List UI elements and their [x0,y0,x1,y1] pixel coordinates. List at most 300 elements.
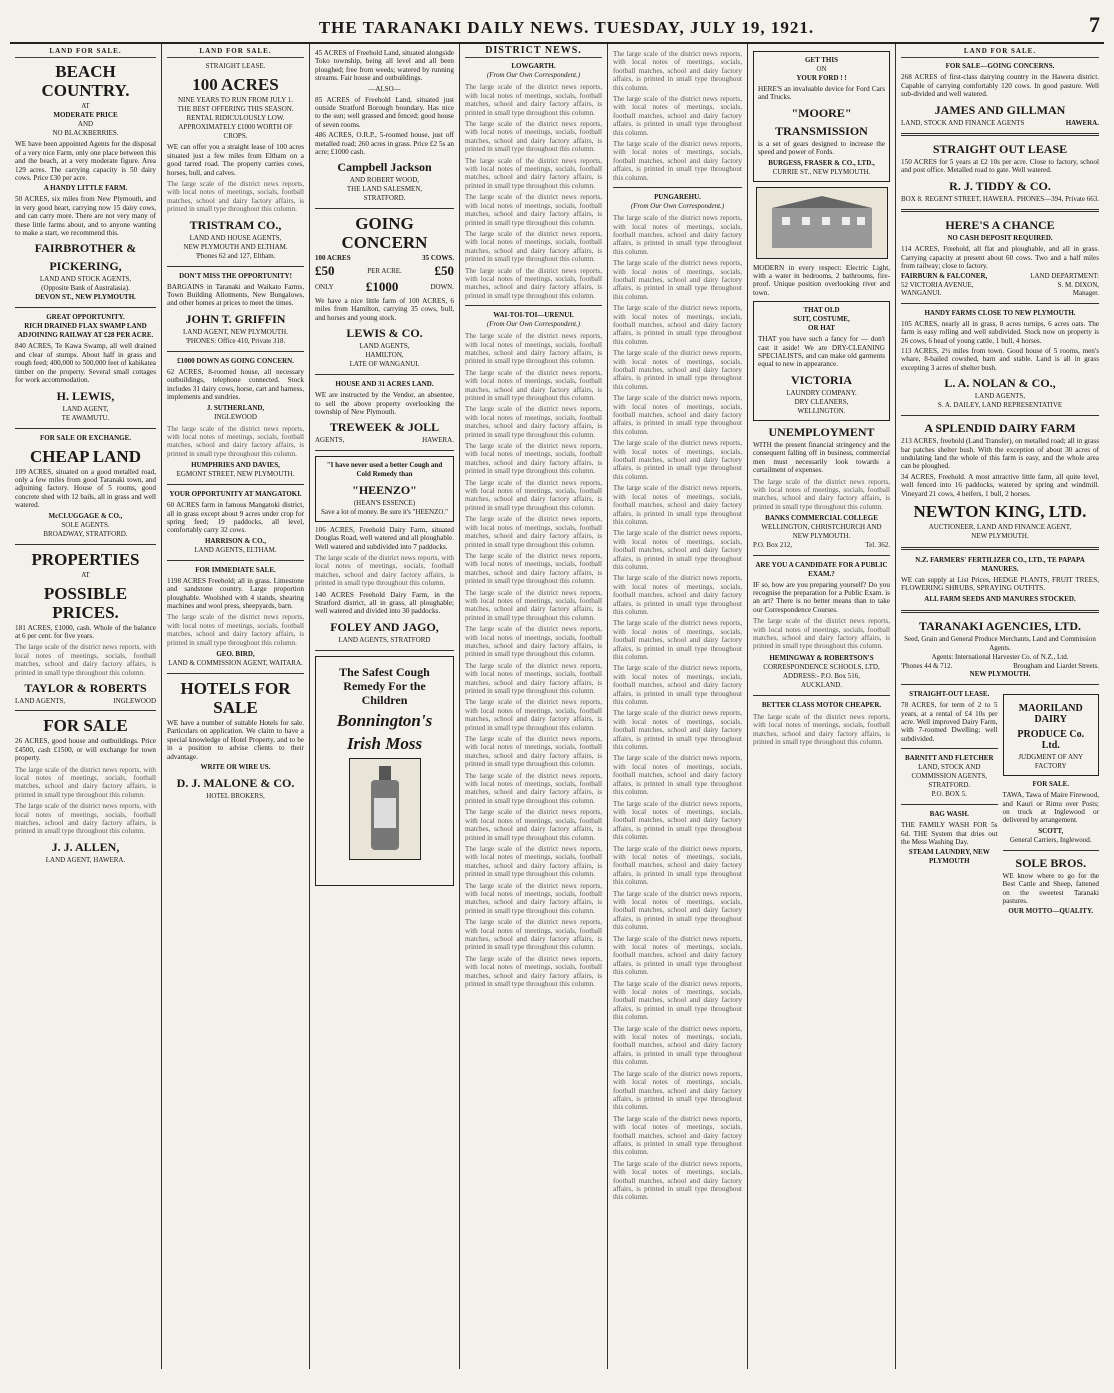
agent-detail: P.O. Box 212, [753,541,793,550]
masthead [10,10,1104,44]
agent-name: TAYLOR & ROBERTS [24,680,147,695]
ad-title: BAG WASH. [929,810,969,819]
agent-detail: NEW PLYMOUTH AND ELTHAM. [183,242,288,251]
ad-body: WE have a number of suitable Hotels for sale. Particulars on application. We claim to have a special knowledge of Hotel Property, and to be in a position to advise clients to their advantage. [167,719,304,761]
ad-body: 85 ACRES of Freehold Land, situated just outside Stratford Borough boundary. Has nice to the sun; well grassed and fenced; good house of seven rooms. [315,95,454,129]
agent-name: BARNITT AND FLETCHER [904,754,994,763]
ad-title: Irish Moss [346,733,423,753]
ad-subtitle: GET THIS [804,56,838,64]
news-text: The large scale of the district news reports, with local notes of meetings, socials, football matches, school and dairy factory affairs, is printed in small type throughout this column. [613,664,742,707]
ad-title: GOING CONCERN [341,214,428,253]
agent-detail: HAMILTON, [365,351,404,360]
agent-name: HUMPHRIES AND DAVIES, [191,461,280,470]
great-opportunity-ad [15,313,156,422]
column-4 [460,44,608,1369]
ad-subtitle: JUDGMENT OF ANY FACTORY [1018,753,1084,771]
agent-detail: HAWERA. [1065,118,1099,127]
ad-subtitle: AT [81,570,90,579]
agent-detail: AUCKLAND. [800,680,843,689]
masthead-title: THE TARANAKI DAILY NEWS. TUESDAY, JULY 19, 1921. [318,18,815,37]
ad-subtitle: NO BLACKBERRIES. [52,129,119,138]
section-heading: PUNGAREHU. [654,193,701,202]
agent-detail: AND ROBERT WOOD, [349,176,420,185]
agent-name: STEAM LAUNDRY, NEW PLYMOUTH [908,848,990,866]
news-text: The large scale of the district news reports, with local notes of meetings, socials, football matches, school and dairy factory affairs, is printed in small type throughout this column. [613,889,742,932]
ad-title: DON'T MISS THE OPPORTUNITY! [179,271,292,280]
agent-detail: LATE OF WANGANUI. [349,360,420,369]
ad-title: GREAT OPPORTUNITY. [46,313,125,322]
fertilizer-ad [901,556,1099,604]
filler-text: The large scale of the district news reports, with local notes of meetings, socials, football matches, school and dairy factory affairs, is printed in small type throughout this column. [315,553,454,588]
news-text: The large scale of the district news reports, with local notes of meetings, socials, football matches, school and dairy factory affairs, is printed in small type throughout this column. [465,844,602,879]
agent-name: L. A. NOLAN & CO., [944,376,1056,391]
column-5 [608,44,748,1369]
filler-text: The large scale of the district news reports, with local notes of meetings, socials, football matches, school and dairy factory affairs, is printed in small type throughout this column. [753,712,890,746]
hotels-ad [167,679,304,801]
ad-body: is a set of gears designed to increase the speed and power of Fords. [758,139,885,157]
agent-name: Campbell Jackson [337,160,432,175]
ad-subtitle: STRAIGHT LEASE. [205,62,266,71]
agent-detail: TE AWAMUTU. [61,413,110,422]
ad-subtitle: THE BEST OFFERING THIS SEASON. [177,105,294,114]
news-text: The large scale of the district news reports, with local notes of meetings, socials, football matches, school and dairy factory affairs, is printed in small type throughout this column. [465,193,602,227]
ad-body: 114 ACRES, Freehold, all flat and ploughable, and all in grass. Carrying capacity at present about 60 cows. Two and a half miles from railway; close to factory. [901,245,1099,271]
agent-name: H. LEWIS, [56,388,115,403]
ad-body: WE are instructed by the Vendor, an absentee, to sell the above property overlooking the township of New Plymouth. [315,391,454,416]
news-text: The large scale of the district news reports, with local notes of meetings, socials, football matches, school and dairy factory affairs, is printed in small type throughout this column. [465,698,602,732]
agent-detail: General Carriers, Inglewood. [1009,835,1092,844]
ad-body: IF so, how are you preparing yourself? Do you recognise the preparation for a Public Exam. is an art? There is no better means than to take our Correspondence Courses. [753,580,890,614]
going-concerns-ad [901,62,1099,127]
agent-name: J. J. ALLEN, [51,839,120,854]
ad-body: 26 ACRES, good house and outbuildings. Price £4500, cash £1500, or will exchange for town property. [15,737,156,763]
ad-body: 50 ACRES, six miles from New Plymouth, and in very good heart, carrying now 15 dairy cows, and can carry more. There are not very many of these little farms about, and to anyone wanting to make a start, we recommend this. [15,195,156,238]
ad-title: £1000 DOWN AS GOING CONCERN. [177,356,294,365]
immediate-sale-ad [167,566,304,668]
filler-text: The large scale of the district news reports, with local notes of meetings, socials, football matches, school and dairy factory affairs, is printed in small type throughout this column. [15,802,156,836]
ad-title: ARE YOU A CANDIDATE FOR A PUBLIC EXAM.? [755,560,888,578]
filler-text: The large scale of the district news reports, with local notes of meetings, socials, football matches, school and dairy factory affairs, is printed in small type throughout this column. [167,424,304,458]
agent-name: TRISTRAM CO., [189,217,282,232]
mangatoki-ad [167,490,304,555]
ad-body: 113 ACRES, 2½ miles from town. Good house of 5 rooms, men's whare, 8-bailed cowshed, barn and stable. Land is all in grass excepting 3 acres of shelter bush. [901,346,1099,372]
news-text: The large scale of the district news reports, with local notes of meetings, socials, football matches, school and dairy factory affairs, is printed in small type throughout this column. [465,735,602,769]
news-text: The large scale of the district news reports, with local notes of meetings, socials, football matches, school and dairy factory affairs, is printed in small type throughout this column. [465,478,602,512]
ad-title: UNEMPLOYMENT [768,424,875,439]
news-text: The large scale of the district news reports, with local notes of meetings, socials, football matches, school and dairy factory affairs, is printed in small type throughout this column. [465,332,602,366]
agent-detail: LAND AND HOUSE AGENTS, [189,233,282,242]
newspaper-page [10,10,1104,1373]
ad-figure: PER ACRE. [367,266,402,275]
ad-title: PRODUCE Co. Ltd. [1017,729,1085,752]
news-text: The large scale of the district news reports, with local notes of meetings, socials, football matches, school and dairy factory affairs, is printed in small type throughout this column. [613,304,742,346]
ad-subtitle: RICH DRAINED FLAX SWAMP LAND ADJOINING RAILWAY AT £28 PER ACRE. [17,322,154,340]
ad-body: 150 ACRES for 5 years at £2 10s per acre. Close to factory, school and post office. Metalled road to gate. Well watered. [901,158,1099,175]
filler-text: The large scale of the district news reports, with local notes of meetings, socials, football matches, school and dairy factory affairs, is printed in small type throughout this column. [15,643,156,677]
news-text: The large scale of the district news reports, with local notes of meetings, socials, football matches, school and dairy factory affairs, is printed in small type throughout this column. [613,529,742,571]
ad-title: 100 ACRES [192,75,279,95]
col2-header: LAND FOR SALE. [167,47,304,58]
column-7 [896,44,1104,1369]
agent-detail: 'Phones 44 & 712. [901,661,953,670]
agent-detail: AGENTS, [315,436,345,445]
house-ad [315,380,454,445]
ad-title: BEACH COUNTRY. [41,62,130,101]
agent-name: FAIRBURN & FALCONER, [901,272,988,281]
agent-detail: LAND DEPARTMENT: [1030,272,1099,281]
for-sale-ad [15,716,156,864]
ad-title: FOR IMMEDIATE SALE. [195,565,276,574]
ad-subtitle: Save a lot of money. Be sure it's "HEENZO." [320,507,449,516]
news-text: The large scale of the district news reports, with local notes of meetings, socials, football matches, school and dairy factory affairs, is printed in small type throughout this column. [465,551,602,586]
agent-detail: LAND AGENTS, ELTHAM. [194,545,277,554]
heres-a-chance-ad [901,218,1099,297]
news-text: The large scale of the district news reports, with local notes of meetings, socials, football matches, school and dairy factory affairs, is printed in small type throughout this column. [465,808,602,842]
ad-body: 45 ACRES of Freehold Land, situated alongside Toko township, being all level and all been ploughed; free from weeds; watered by running streams. Fair house and outbuildings. [315,49,454,83]
news-text: The large scale of the district news reports, with local notes of meetings, socials, football matches, school and dairy factory affairs, is printed in small type throughout this column. [613,934,742,977]
news-text: The large scale of the district news reports, with local notes of meetings, socials, football matches, school and dairy factory affairs, is printed in small type throughout this column. [465,954,602,988]
ad-figure: £50 [315,262,335,278]
building-illustration [756,187,888,259]
ad-subtitle: NO CASH DEPOSIT REQUIRED. [947,234,1053,243]
section-heading: WAI-TOI-TOI—URENUI. [493,311,574,320]
beach-country-ad [15,62,156,302]
col1-header: LAND FOR SALE. [15,47,156,58]
agent-name: NEWTON KING, LTD. [913,501,1087,521]
agent-detail: WANGANUI. [901,289,942,298]
column-2 [162,44,310,1369]
agent-detail: STRATFORD. [363,194,406,203]
news-text: The large scale of the district news reports, with local notes of meetings, socials, football matches, school and dairy factory affairs, is printed in small type throughout this column. [613,349,742,391]
going-concern-ad [167,357,304,479]
ad-title: POSSIBLE PRICES. [43,583,128,622]
filler-text: The large scale of the district news reports, with local notes of meetings, socials, football matches, school and dairy factory affairs, is printed in small type throughout this column. [753,617,890,651]
ad-body: HERE'S an invaluable device for Ford Cars and Trucks. [758,85,885,102]
ad-subtitle: WRITE OR WIRE US. [200,763,271,772]
agent-detail: LAND AND STOCK AGENTS, [39,275,132,284]
ad-body: WE can offer you a straight lease of 100 acres situated just a few miles from Eltham on a good tarred road. The property carries cows, horses, bull, and calves. [167,143,304,177]
news-text: The large scale of the district news reports, with local notes of meetings, socials, football matches, school and dairy factory affairs, is printed in small type throughout this column. [465,625,602,659]
ad-body: MODERN in every respect: Electric Light, with a water in bedrooms, 2 bathrooms, fire-proof. Unique position overlooking river and town. [753,263,890,297]
agent-detail: LAND AGENT, [62,404,109,413]
properties-ad [15,550,156,706]
taranaki-agencies-ad [901,619,1099,679]
agent-detail: Seed, Grain and General Produce Merchants, Land and Commission Agents. [904,634,1096,652]
agent-name: McCLUGGAGE & CO., [48,511,123,520]
ad-subtitle: AND [77,120,94,129]
agent-detail: DEVON ST., NEW PLYMOUTH. [35,293,136,302]
col7-header: LAND FOR SALE. [901,47,1099,58]
agent-detail: INGLEWOOD [214,412,257,421]
agent-detail: (Opposite Bank of Australasia). [41,284,130,293]
ad-title: N.Z. FARMERS' FERTILIZER CO., LTD., TE PAPAPA MANURES. [915,555,1085,573]
news-text: The large scale of the district news reports, with local notes of meetings, socials, football matches, school and dairy factory affairs, is printed in small type throughout this column. [613,709,742,752]
straight-lease-ad [167,62,304,260]
filler-text: The large scale of the district news reports, with local notes of meetings, socials, football matches, school and dairy factory affairs, is printed in small type throughout this column. [15,765,156,799]
agent-detail: LAND & COMMISSION AGENT, WAITARA. [168,659,303,667]
ad-subtitle: MODERATE PRICE [53,111,118,120]
agent-detail: PHONES—394, Private 663. [1016,194,1099,203]
news-text: The large scale of the district news reports, with local notes of meetings, socials, football matches, school and dairy factory affairs, is printed in small type throughout this column. [465,405,602,439]
agent-detail: CORRESPONDENCE SCHOOLS, LTD, [763,662,880,671]
agent-name: LEWIS & CO. [346,326,423,341]
agent-detail: SOLE AGENTS. [61,520,110,529]
agent-name: BURGESS, FRASER & CO., LTD., [768,158,875,167]
agent-name: FAIRBROTHER & [34,241,137,256]
ad-body: 840 ACRES, Te Kawa Swamp, all well drained and clear of stumps. About half in grass and rough feed; 400,000 to 500,000 feet of kahikatea timber on the property. Several small cottages for work accommodation. [15,342,156,385]
agent-detail: S. M. DIXON, [1057,280,1099,289]
news-text: The large scale of the district news reports, with local notes of meetings, socials, football matches, school and dairy factory affairs, is printed in small type throughout this column. [613,799,742,842]
ad-figure: 100 ACRES [315,254,351,263]
ad-title: TRANSMISSION [775,123,868,138]
news-text: The large scale of the district news reports, with local notes of meetings, socials, football matches, school and dairy factory affairs, is printed in small type throughout this column. [613,484,742,526]
agent-detail: P.O. BOX 5. [931,790,967,799]
ad-title: HOUSE AND 31 ACRES LAND. [335,380,434,389]
ad-title: A SPLENDID DAIRY FARM [924,421,1076,436]
agent-detail: WELLINGTON. [797,406,846,415]
agent-name: HEMINGWAY & ROBERTSON'S [769,653,874,662]
ad-body: 60 ACRES farm in famous Mangatoki district, all in grass except about 9 acres under crop for spring feed; 19 paddocks, all level, comfortably carry 32 cows. [167,501,304,535]
agent-detail: REGENT STREET, HAWERA. [924,194,1015,203]
ad-body: TAWA, Tawa of Maire Firewood, and Kauri or Rimu over Posts; on truck at Inglewood or delivered by arrangement. [1002,791,1099,825]
agent-detail: S. A. DAILEY, LAND REPRESENTATIVE [937,401,1063,410]
bottom-right-ads [1003,690,1100,916]
agent-name: SOLE BROS. [1015,855,1087,870]
ad-subtitle: NINE YEARS TO RUN FROM JULY 1. [177,96,293,105]
agent-detail: LAND AGENTS, [359,342,410,351]
news-text: The large scale of the district news reports, with local notes of meetings, socials, football matches, school and dairy factory affairs, is printed in small type throughout this column. [465,515,602,549]
column-3 [310,44,460,1369]
ad-body: 140 ACRES Freehold Dairy Farm, in the Stratford district, all in grass, all ploughable; well watered and divided into 30 paddocks. [315,590,454,616]
ad-subtitle: —ALSO— [368,84,401,93]
ad-title: HOTELS FOR SALE [180,679,291,717]
agent-detail: Brougham and Liardet Streets. [1013,661,1099,670]
columns [10,44,1104,1369]
agent-detail: LAND AGENTS, [15,696,66,705]
news-text: The large scale of the district news reports, with local notes of meetings, socials, football matches, school and dairy factory affairs, is printed in small type throughout this column. [613,394,742,436]
news-text: The large scale of the district news reports, with local notes of meetings, socials, football matches, school and dairy factory affairs, is printed in small type throughout this column. [613,140,742,182]
agent-detail: WELLINGTON, CHRISTCHURCH AND NEW PLYMOUTH. [761,523,882,541]
ad-title: "MOORE" [791,105,852,120]
ad-body: WE have been appointed Agents for the disposal of a very nice Farm, only one place between this and the beach, at a very moderate figure. Area 129 acres. The carrying capacity is 50 dairy cows. Price £30 per acre. [15,140,156,183]
bonningtons-ad [315,656,454,886]
agent-name: J. SUTHERLAND, [206,403,265,412]
news-text: The large scale of the district news reports, with local notes of meetings, socials, football matches, school and dairy factory affairs, is printed in small type throughout this column. [613,259,742,301]
ad-subtitle: FOR SALE OR EXCHANGE. [39,433,131,442]
agent-name: VICTORIA [790,372,853,387]
news-text: The large scale of the district news reports, with local notes of meetings, socials, football matches, school and dairy factory affairs, is printed in small type throughout this column. [613,1069,742,1112]
agent-detail: AUCTIONEER, LAND AND FINANCE AGENT, [928,522,1072,531]
news-text: The large scale of the district news reports, with local notes of meetings, socials, football matches, school and dairy factory affairs, is printed in small type throughout this column. [465,229,602,264]
agent-detail: NEW PLYMOUTH. [969,670,1031,679]
ad-subtitle: YOUR FORD ! ! [796,74,847,82]
news-text: The large scale of the district news reports, with local notes of meetings, socials, football matches, school and dairy factory affairs, is printed in small type throughout this column. [465,156,602,190]
ad-title: FOR SALE—GOING CONCERNS. [945,62,1055,71]
ad-body: 78 ACRES, for term of 2 to 5 years, at a rental of £4 10s per acre. Well improved Dairy Farm, with 7-roomed Dwelling; well subdivided. [901,701,998,743]
agent-detail: LAND, STOCK AND FINANCE AGENTS [901,118,1025,127]
ad-body: 181 ACRES, £1000, cash. Whole of the balance at 6 per cent. for five years. [15,623,156,640]
agent-detail: Agents: International Harvester Co. of N.Z., Ltd. [931,652,1069,661]
section-heading: LOWGARTH. [511,62,556,71]
ad-title: FOR SALE [43,716,128,736]
agent-name: PICKERING, [49,259,122,274]
ad-body: 1198 ACRES Freehold; all in grass. Limestone and sandstone country. Large proportion ploughable. Woolshed with 4 stands, shearing machines and wool press, sheepyards, barn. [167,576,304,610]
ad-subtitle: OUR MOTTO—QUALITY. [1008,907,1094,916]
ad-body: WE can supply at List Prices, HEDGE PLANTS, FRUIT TREES, FLOWERING SHRUBS, SPRAYING OUTFITS. [901,575,1099,593]
news-text: The large scale of the district news reports, with local notes of meetings, socials, football matches, school and dairy factory affairs, is printed in small type throughout this column. [465,771,602,805]
ad-body: We have a nice little farm of 100 ACRES, 6 miles from Hamilton, carrying 35 cows, bull, and horses and young stock. [315,296,454,322]
news-text: The large scale of the district news reports, with local notes of meetings, socials, football matches, school and dairy factory affairs, is printed in small type throughout this column. [613,1114,742,1157]
stratford-farms-ad [315,526,454,645]
news-text: The large scale of the district news reports, with local notes of meetings, socials, football matches, school and dairy factory affairs, is printed in small type throughout this column. [465,83,602,117]
ad-body: WE know where to go for the Best Cattle and Sheep, fattened on the sweetest Taranaki pastures. [1002,871,1099,906]
agent-detail: LAND AGENTS, STRATFORD [338,635,431,644]
ad-body: "I have never used a better Cough and Cold Remedy than [326,460,443,478]
agent-detail: CURRIE ST., NEW PLYMOUTH. [772,167,871,176]
news-text: The large scale of the district news reports, with local notes of meetings, socials, football matches, school and dairy factory affairs, is printed in small type throughout this column. [613,1024,742,1067]
news-text: The large scale of the district news reports, with local notes of meetings, socials, football matches, school and dairy factory affairs, is printed in small type throughout this column. [613,574,742,616]
agent-detail: THE LAND SALESMEN, [346,185,423,194]
news-text: The large scale of the district news reports, with local notes of meetings, socials, football matches, school and dairy factory affairs, is printed in small type throughout this column. [465,266,602,300]
news-text: The large scale of the district news reports, with local notes of meetings, socials, football matches, school and dairy factory affairs, is printed in small type throughout this column. [465,661,602,695]
agent-detail: DRY CLEANERS, [794,397,849,406]
ad-subtitle: AT [81,102,90,111]
ad-body: THAT you have such a fancy for — don't cast it aside! We are DRY-CLEANING SPECIALISTS, and can make old garments equal to new in appearance. [758,335,885,369]
agent-detail: INGLEWOOD [113,696,156,705]
ad-body: 486 ACRES, O.R.P., 5-roomed house, just off metalled road; 260 acres in grass. Price £2 5s an acre; £1000 cash. [315,131,454,157]
toko-land-ad [315,49,454,203]
ad-figure: DOWN. [430,282,454,291]
dont-miss-ad [167,272,304,346]
agent-detail: 'Phones 62 and 127, Eltham. [195,251,276,260]
agent-detail: BOX 8. [901,194,923,203]
going-concern-hamilton-ad [315,214,454,369]
news-text: The large scale of the district news reports, with local notes of meetings, socials, football matches, school and dairy factory affairs, is printed in small type throughout this column. [613,619,742,661]
cheap-land-ad [15,434,156,539]
ad-body: 105 ACRES, nearly all in grass, 8 acres turnips, 6 acres oats. The farm is easy rolling and well subdivided. Stock now on property is 26 cows, 6 head of young cattle, 1 bull, 4 horses. [901,319,1099,345]
ad-body: 268 ACRES of first-class dairying country in the Hawera district. Capable of carrying comfortably 120 cows. In good pasture. Well sub-divided and well watered. [901,73,1099,99]
ad-title: CHEAP LAND [30,446,141,466]
ad-figure: ONLY [315,282,334,291]
ad-body: BARGAINS in Taranaki and Waikato Farms, Town Building Allotments, New Bungalows, and other homes at prices to meet the times. [167,282,304,308]
agent-detail: LAND AGENT, NEW PLYMOUTH. [182,327,288,336]
agent-name: D. J. MALONE & CO. [176,776,295,791]
ad-title: YOUR OPPORTUNITY AT MANGATOKI. [169,490,302,499]
agent-detail: NEW PLYMOUTH. [971,531,1029,540]
news-text: The large scale of the district news reports, with local notes of meetings, socials, football matches, school and dairy factory affairs, is printed in small type throughout this column. [465,588,602,622]
agent-detail: LAND, STOCK AND COMMISSION AGENTS, [911,763,987,781]
ad-body: WITH the present financial stringency and the consequent falling off in business, commercial men must necessarily look towards a curtailment of expenses. [753,440,890,475]
agent-name: FOLEY AND JAGO, [330,619,439,634]
agent-detail: HOTEL BROKERS, [206,792,265,801]
bottom-left-ads [901,690,998,916]
agent-detail: LAND AGENTS, [974,392,1026,401]
agent-detail: Tel. 362. [865,541,890,550]
ad-body: 34 ACRES, Freehold. A most attractive little farm, all quite level, well fenced into 16 paddocks, watered by spring and windmill. Vineyard 21 cows, 4 heifers, 1 bull, 2 horses. [901,472,1099,498]
ad-title: PROPERTIES [31,549,140,569]
news-text: The large scale of the district news reports, with local notes of meetings, socials, football matches, school and dairy factory affairs, is printed in small type throughout this column. [465,120,602,154]
ad-subtitle: ALL FARM SEEDS AND MANURES STOCKED. [924,594,1076,603]
news-text: The large scale of the district news reports, with local notes of meetings, socials, football matches, school and dairy factory affairs, is printed in small type throughout this column. [465,442,602,476]
article-heading: BETTER CLASS MOTOR CHEAPER. [761,700,882,709]
news-text: The large scale of the district news reports, with local notes of meetings, socials, football matches, school and dairy factory affairs, is printed in small type throughout this column. [465,368,602,402]
ad-title: STRAIGHT-OUT LEASE. [909,690,990,699]
agent-name: R. J. TIDDY & CO. [949,178,1051,193]
ad-subtitle: The Safest Cough Remedy For the Children [339,664,430,707]
ad-body: 213 ACRES, freehold (Land Transfer), on metalled road; all in grass bar patches shelter bush. With the exception of about 30 acres of undulating land the whole of this farm is easy, and the whole area can be ploughed. [901,437,1099,471]
ad-subtitle: APPROXIMATELY £1000 WORTH OF CROPS. [178,123,293,141]
maoriland-dairy-ad [1003,694,1100,776]
agent-detail: 52 VICTORIA AVENUE, [901,280,974,289]
bottom-ads-row [901,690,1099,916]
news-text: The large scale of the district news reports, with local notes of meetings, socials, football matches, school and dairy factory affairs, is printed in small type throughout this column. [613,1159,742,1202]
section-byline: (From Our Own Correspondent.) [486,320,581,329]
news-text: The large scale of the district news reports, with local notes of meetings, socials, football matches, school and dairy factory affairs, is printed in small type throughout this column. [465,881,602,915]
agent-detail: HAWERA. [422,436,454,445]
ad-subtitle: A HANDY LITTLE FARM. [43,184,128,193]
news-text: The large scale of the district news reports, with local notes of meetings, socials, football matches, school and dairy factory affairs, is printed in small type throughout this column. [613,439,742,481]
filler-text: The large scale of the district news reports, with local notes of meetings, socials, football matches, school and dairy factory affairs, is printed in small type throughout this column. [753,477,890,511]
splendid-dairy-farm-ad [901,421,1099,541]
news-text: The large scale of the district news reports, with local notes of meetings, socials, football matches, school and dairy factory affairs, is printed in small type throughout this column. [613,844,742,887]
news-text: The large scale of the district news reports, with local notes of meetings, socials, football matches, school and dairy factory affairs, is printed in small type throughout this column. [613,95,742,137]
ad-subtitle: ON [816,65,827,73]
ad-body: 106 ACRES, Freehold Dairy Farm, situated Douglas Road, well watered and all ploughable. Well watered and subdivided into 7 paddocks. [315,525,454,551]
public-exam-ad [753,561,890,690]
ad-body: 109 ACRES, situated on a good metalled road, only a few miles from good Taranaki town, and adjoining factory. House of 5 rooms, good concrete shed with 12 bails, all in grass and well watered. [15,467,156,510]
straight-out-lease-ad [901,142,1099,203]
agent-detail: STRATFORD. [928,781,971,790]
agent-name: JAMES AND GILLMAN [934,102,1066,117]
news-text: The large scale of the district news reports, with local notes of meetings, socials, football matches, school and dairy factory affairs, is printed in small type throughout this column. [613,50,742,92]
column-1 [10,44,162,1369]
agent-name: BANKS COMMERCIAL COLLEGE [765,514,878,523]
filler-text: The large scale of the district news reports, with local notes of meetings, socials, football matches, school and dairy factory affairs, is printed in small type throughout this column. [167,180,304,214]
agent-detail: LAUNDRY COMPANY. [786,388,857,397]
news-text: The large scale of the district news reports, with local notes of meetings, socials, football matches, school and dairy factory affairs, is printed in small type throughout this column. [613,214,742,256]
ad-figure: 35 COWS. [422,254,454,263]
ad-title: "HEENZO" [352,482,417,497]
news-text: The large scale of the district news reports, with local notes of meetings, socials, football matches, school and dairy factory affairs, is printed in small type throughout this column. [465,918,602,952]
ad-title: SUIT, COSTUME, [793,315,850,324]
ad-title: OR HAT [808,324,835,333]
heenzo-ad [315,456,454,522]
agent-name: TARANAKI AGENCIES, LTD. [918,618,1082,633]
agent-name: JOHN T. GRIFFIN [185,311,286,326]
ad-title: HERE'S A CHANCE [945,218,1055,233]
agent-detail: ADDRESS:- P.O. Box 516, [782,671,860,680]
agent-name: GEO. BIRD, [216,650,255,658]
moore-transmission-ad [753,51,890,182]
section-byline: (From Our Own Correspondent.) [486,71,581,80]
bottle-illustration [349,758,421,860]
ad-title: THAT OLD [803,306,840,315]
ad-title: MAORILAND DAIRY [1018,703,1083,726]
district-news-heading: DISTRICT NEWS. [465,47,602,58]
ad-body: THE FAMILY WASH FOR 5s 6d. THE System that dries out the Mess Washing Day. [901,821,998,847]
page-number: 7 [1089,12,1100,37]
ad-subtitle: (HEAN'S ESSENCE) [353,498,416,507]
ad-subtitle: RENTAL RIDICULOUSLY LOW. [186,114,285,123]
agent-name: TREWEEK & JOLL [329,420,440,435]
agent-detail: Manager. [1072,289,1099,298]
news-text: The large scale of the district news reports, with local notes of meetings, socials, football matches, school and dairy factory affairs, is printed in small type throughout this column. [613,979,742,1022]
ad-title: HANDY FARMS CLOSE TO NEW PLYMOUTH. [924,308,1076,317]
agent-name: SCOTT, [1038,826,1064,835]
section-byline: (From Our Own Correspondent.) [630,202,725,211]
agent-detail: 'PHONES: Office 410, Private 318. [185,336,286,345]
ad-body: 62 ACRES, 8-roomed house, all necessary outbuildings, telephone connected. Stock includes 31 dairy cows, horse, cart and harness, implements and sundries. [167,367,304,402]
